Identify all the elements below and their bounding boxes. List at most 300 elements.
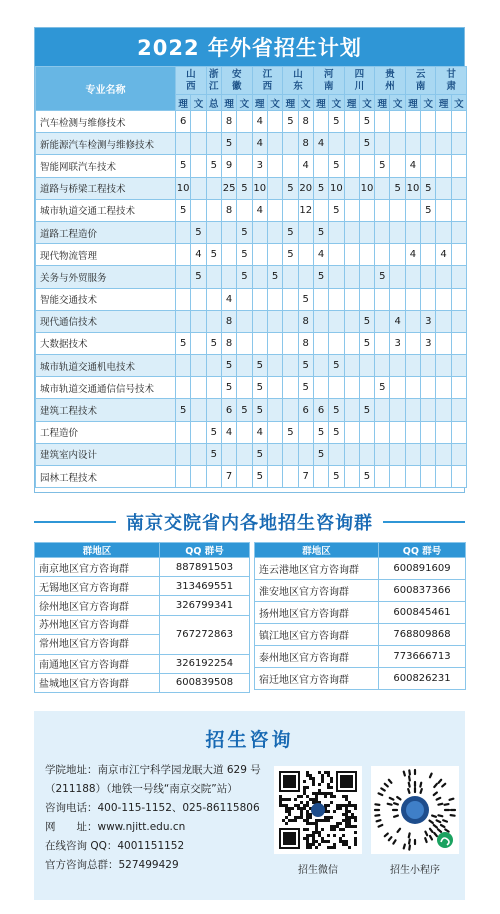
plan-value [344,288,359,310]
plan-value: 4 [252,199,267,221]
plan-value [436,177,451,199]
plan-value [313,355,328,377]
qq-table-left [34,542,250,693]
table-row [255,558,466,580]
plan-value [451,288,466,310]
plan-value [390,111,405,133]
plan-value: 5 [359,310,374,332]
table-row [36,421,467,443]
plan-value: 5 [313,421,328,443]
plan-value [359,266,374,288]
qq-region: 连云港地区官方咨询群 [255,558,379,580]
plan-value: 12 [298,199,313,221]
plan-value: 8 [298,310,313,332]
plan-value [298,443,313,465]
plan-value [329,221,344,243]
table-row [36,266,467,288]
plan-value [206,111,221,133]
plan-value: 5 [237,177,252,199]
major-name: 园林工程技术 [36,466,176,488]
plan-value [421,443,436,465]
plan-value [359,244,374,266]
plan-value [237,421,252,443]
plan-value [176,377,191,399]
plan-value [375,310,390,332]
plan-value [206,377,221,399]
plan-value: 5 [298,288,313,310]
plan-value [329,133,344,155]
province-char: 四 [354,68,365,80]
plan-value [405,199,420,221]
plan-value: 3 [252,155,267,177]
website-link[interactable]: 网 址：www.njitt.edu.cn [45,821,186,833]
plan-value: 5 [283,177,298,199]
plan-value [237,466,252,488]
province-header [436,67,467,95]
plan-value [451,355,466,377]
plan-value [344,155,359,177]
qq-number[interactable]: 887891503 [160,558,250,577]
plan-value [421,399,436,421]
plan-value [298,221,313,243]
plan-value [436,133,451,155]
plan-value: 8 [298,332,313,354]
plan-value [283,266,298,288]
table-row [35,596,250,615]
plan-value [451,155,466,177]
plan-value [344,377,359,399]
plan-value [206,399,221,421]
major-name: 汽车检测与维修技术 [36,111,176,133]
plan-value [390,199,405,221]
plan-value: 5 [375,155,390,177]
plan-value [191,155,206,177]
province-char: 徽 [232,80,242,92]
plan-value: 5 [329,199,344,221]
plan-value [329,443,344,465]
plan-value [267,288,282,310]
plan-value [283,288,298,310]
plan-value [451,399,466,421]
qq-number[interactable]: 600826231 [379,668,466,690]
plan-value [313,310,328,332]
plan-value [313,377,328,399]
plan-value [267,332,282,354]
plan-value [283,466,298,488]
plan-value: 5 [252,466,267,488]
plan-value: 8 [221,332,236,354]
table-row [36,377,467,399]
plan-value [390,288,405,310]
plan-value [176,221,191,243]
plan-value: 5 [313,443,328,465]
plan-value [267,199,282,221]
plan-value [252,288,267,310]
plan-value [267,244,282,266]
qq-table-right [254,542,466,690]
plan-value [191,199,206,221]
table-row [36,332,467,354]
major-name: 道路工程造价 [36,221,176,243]
major-name: 现代通信技术 [36,310,176,332]
plan-value [344,111,359,133]
plan-value [375,111,390,133]
plan-value [451,111,466,133]
plan-value [206,221,221,243]
table-row [255,624,466,646]
sub-header-zong: 总 [206,95,221,111]
province-char: 江 [262,68,273,80]
plan-value [375,399,390,421]
plan-value [451,221,466,243]
province-char: 浙 [209,68,219,80]
plan-value [375,199,390,221]
province-char: 西 [186,80,196,92]
major-name: 关务与外贸服务 [36,266,176,288]
province-char: 河 [323,68,334,80]
plan-value: 5 [206,332,221,354]
plan-value: 5 [237,244,252,266]
plan-value [344,266,359,288]
plan-value: 5 [176,332,191,354]
province-char: 云 [415,68,426,80]
plan-value [283,133,298,155]
plan-value [176,244,191,266]
plan-value: 5 [390,177,405,199]
plan-value [436,266,451,288]
plan-value [375,466,390,488]
plan-value: 5 [267,266,282,288]
qq-group-line: 官方咨询总群：527499429 [45,859,179,871]
plan-value: 4 [252,133,267,155]
sub-header-li: 理 [221,95,236,111]
divider [383,521,465,523]
table-row [36,443,467,465]
plan-value [283,310,298,332]
plan-value [421,466,436,488]
plan-value [344,443,359,465]
table-row [36,244,467,266]
plan-value [283,332,298,354]
sub-header-wen: 文 [298,95,313,111]
plan-value: 20 [298,177,313,199]
province-header [405,67,436,95]
plan-value [451,421,466,443]
qq-number[interactable]: 768809868 [379,624,466,646]
plan-value: 5 [221,133,236,155]
plan-value [252,332,267,354]
qq-number[interactable]: 313469551 [160,577,250,596]
plan-value [221,266,236,288]
major-name: 建筑室内设计 [36,443,176,465]
qq-region: 南京地区官方咨询群 [35,558,160,577]
qq-col-number: QQ 群号 [379,543,466,558]
plan-value: 8 [221,199,236,221]
major-name: 现代物流管理 [36,244,176,266]
plan-value [421,244,436,266]
plan-value: 5 [176,399,191,421]
plan-value [191,399,206,421]
plan-value: 9 [221,155,236,177]
plan-value [405,421,420,443]
plan-value [359,199,374,221]
plan-value: 4 [436,244,451,266]
plan-value: 5 [252,443,267,465]
plan-value: 5 [375,377,390,399]
qq-section-title: 南京交院省内各地招生咨询群 [126,513,373,534]
major-name: 智能交通技术 [36,288,176,310]
plan-value [375,244,390,266]
plan-value [436,199,451,221]
qq-number[interactable]: 767272863 [160,615,250,654]
plan-value [375,421,390,443]
plan-value [421,266,436,288]
qq-region: 宿迁地区官方咨询群 [255,668,379,690]
plan-value: 5 [329,399,344,421]
qq-number[interactable]: 326192254 [160,654,250,673]
sub-header-li: 理 [283,95,298,111]
province-char: 东 [293,80,303,92]
wechat-qr-label: 招生微信 [298,865,338,876]
qq-region: 盐城地区官方咨询群 [35,673,160,692]
plan-value [237,133,252,155]
wechat-qr-code-icon[interactable] [274,766,362,854]
qq-region: 无锡地区官方咨询群 [35,577,160,596]
plan-value: 10 [176,177,191,199]
plan-value [237,377,252,399]
plan-value [390,421,405,443]
province-header [252,67,283,95]
qq-number[interactable]: 600839508 [160,673,250,692]
plan-value [206,177,221,199]
plan-value [436,221,451,243]
plan-value [390,377,405,399]
plan-value [283,443,298,465]
table-row [35,654,250,673]
table-row [36,199,467,221]
table-row [35,558,250,577]
plan-value [344,199,359,221]
plan-value: 8 [221,310,236,332]
plan-value [375,355,390,377]
province-char: 肃 [446,80,457,92]
plan-value [390,466,405,488]
plan-value: 6 [176,111,191,133]
plan-value: 5 [237,266,252,288]
table-row [35,615,250,654]
sub-header-wen: 文 [191,95,206,111]
sub-header-wen: 文 [267,95,282,111]
plan-value: 4 [298,155,313,177]
plan-value [267,399,282,421]
plan-value [237,443,252,465]
table-row [36,177,467,199]
plan-value [451,377,466,399]
plan-value: 3 [390,332,405,354]
plan-value [375,133,390,155]
plan-value [221,221,236,243]
plan-value [237,355,252,377]
plan-value: 4 [313,133,328,155]
plan-value [237,310,252,332]
plan-value [176,466,191,488]
plan-value [191,332,206,354]
plan-value: 5 [329,155,344,177]
plan-value [421,221,436,243]
plan-value: 4 [405,244,420,266]
plan-value [206,266,221,288]
plan-value: 4 [252,111,267,133]
qq-number[interactable]: 600891609 [379,558,466,580]
plan-value [237,332,252,354]
plan-value: 5 [375,266,390,288]
plan-value [344,244,359,266]
plan-value [283,377,298,399]
plan-value [283,355,298,377]
province-char: 南 [415,80,426,92]
plan-value [451,199,466,221]
plan-value [451,332,466,354]
qq-col-number: QQ 群号 [160,543,250,558]
plan-value: 4 [313,244,328,266]
table-row [36,355,467,377]
plan-value: 5 [329,466,344,488]
table-row [36,310,467,332]
major-name-header: 专业名称 [36,67,176,111]
table-row [36,288,467,310]
plan-value [176,421,191,443]
province-header [344,67,375,95]
plan-value: 25 [221,177,236,199]
plan-value [436,377,451,399]
major-name: 城市轨道交通工程技术 [36,199,176,221]
plan-value [405,221,420,243]
plan-value [344,133,359,155]
enrollment-plan [34,27,465,493]
plan-value [267,443,282,465]
plan-value [436,111,451,133]
sub-header-wen: 文 [390,95,405,111]
plan-value [421,421,436,443]
plan-value [344,399,359,421]
plan-value: 6 [313,399,328,421]
plan-value: 5 [359,111,374,133]
plan-value [283,399,298,421]
province-char: 山 [293,68,303,80]
plan-value [436,443,451,465]
plan-value [176,133,191,155]
plan-value [390,399,405,421]
mini-program-code-icon[interactable] [371,766,459,854]
plan-value: 5 [313,221,328,243]
plan-value [206,133,221,155]
plan-value: 5 [421,199,436,221]
plan-value [329,266,344,288]
sub-header-wen: 文 [329,95,344,111]
plan-value [298,244,313,266]
table-row [36,399,467,421]
qq-number[interactable]: 600837366 [379,580,466,602]
plan-value [421,111,436,133]
qq-region [35,615,160,654]
sub-header-li: 理 [252,95,267,111]
plan-value [329,332,344,354]
plan-value: 5 [283,221,298,243]
divider [34,521,116,523]
plan-value: 10 [405,177,420,199]
sub-header-li: 理 [313,95,328,111]
plan-value [267,310,282,332]
plan-value [390,266,405,288]
qq-region: 镇江地区官方咨询群 [255,624,379,646]
plan-value [436,288,451,310]
plan-value [267,421,282,443]
qq-number[interactable]: 326799341 [160,596,250,615]
plan-value: 5 [283,244,298,266]
plan-value: 5 [298,355,313,377]
plan-title: 2022 年外省招生计划 [35,28,464,66]
plan-value [359,377,374,399]
plan-value: 5 [191,266,206,288]
plan-value [451,177,466,199]
plan-value [451,443,466,465]
qq-region: 泰州地区官方咨询群 [255,646,379,668]
plan-value [252,244,267,266]
province-header [176,67,207,95]
plan-value [283,199,298,221]
plan-value [405,443,420,465]
plan-value [451,244,466,266]
plan-value [344,355,359,377]
plan-value [191,355,206,377]
qq-number[interactable]: 600845461 [379,602,466,624]
plan-value: 10 [252,177,267,199]
plan-value: 6 [221,399,236,421]
online-qq-line: 在线咨询 QQ：4001151152 [45,840,185,852]
qq-col-region: 群地区 [35,543,160,558]
plan-value [390,443,405,465]
plan-value [405,266,420,288]
plan-value [283,155,298,177]
address-line: （211188）（地铁一号线“南京交院”站） [45,783,238,795]
plan-value [375,177,390,199]
qq-col-region: 群地区 [255,543,379,558]
plan-value [206,466,221,488]
province-char: 川 [354,80,365,92]
sub-header-li: 理 [344,95,359,111]
plan-value [375,332,390,354]
qq-number[interactable]: 773666713 [379,646,466,668]
plan-value [405,133,420,155]
plan-value: 8 [221,111,236,133]
plan-value: 4 [191,244,206,266]
plan-value [451,466,466,488]
plan-value [451,133,466,155]
plan-value [191,310,206,332]
plan-value [421,288,436,310]
plan-value: 5 [191,221,206,243]
plan-value [421,355,436,377]
sub-header-li: 理 [405,95,420,111]
province-char: 西 [262,80,273,92]
plan-value [344,466,359,488]
plan-table [35,66,467,488]
plan-value [405,288,420,310]
table-row [255,602,466,624]
plan-value [191,288,206,310]
plan-value [405,466,420,488]
major-name: 大数据技术 [36,332,176,354]
